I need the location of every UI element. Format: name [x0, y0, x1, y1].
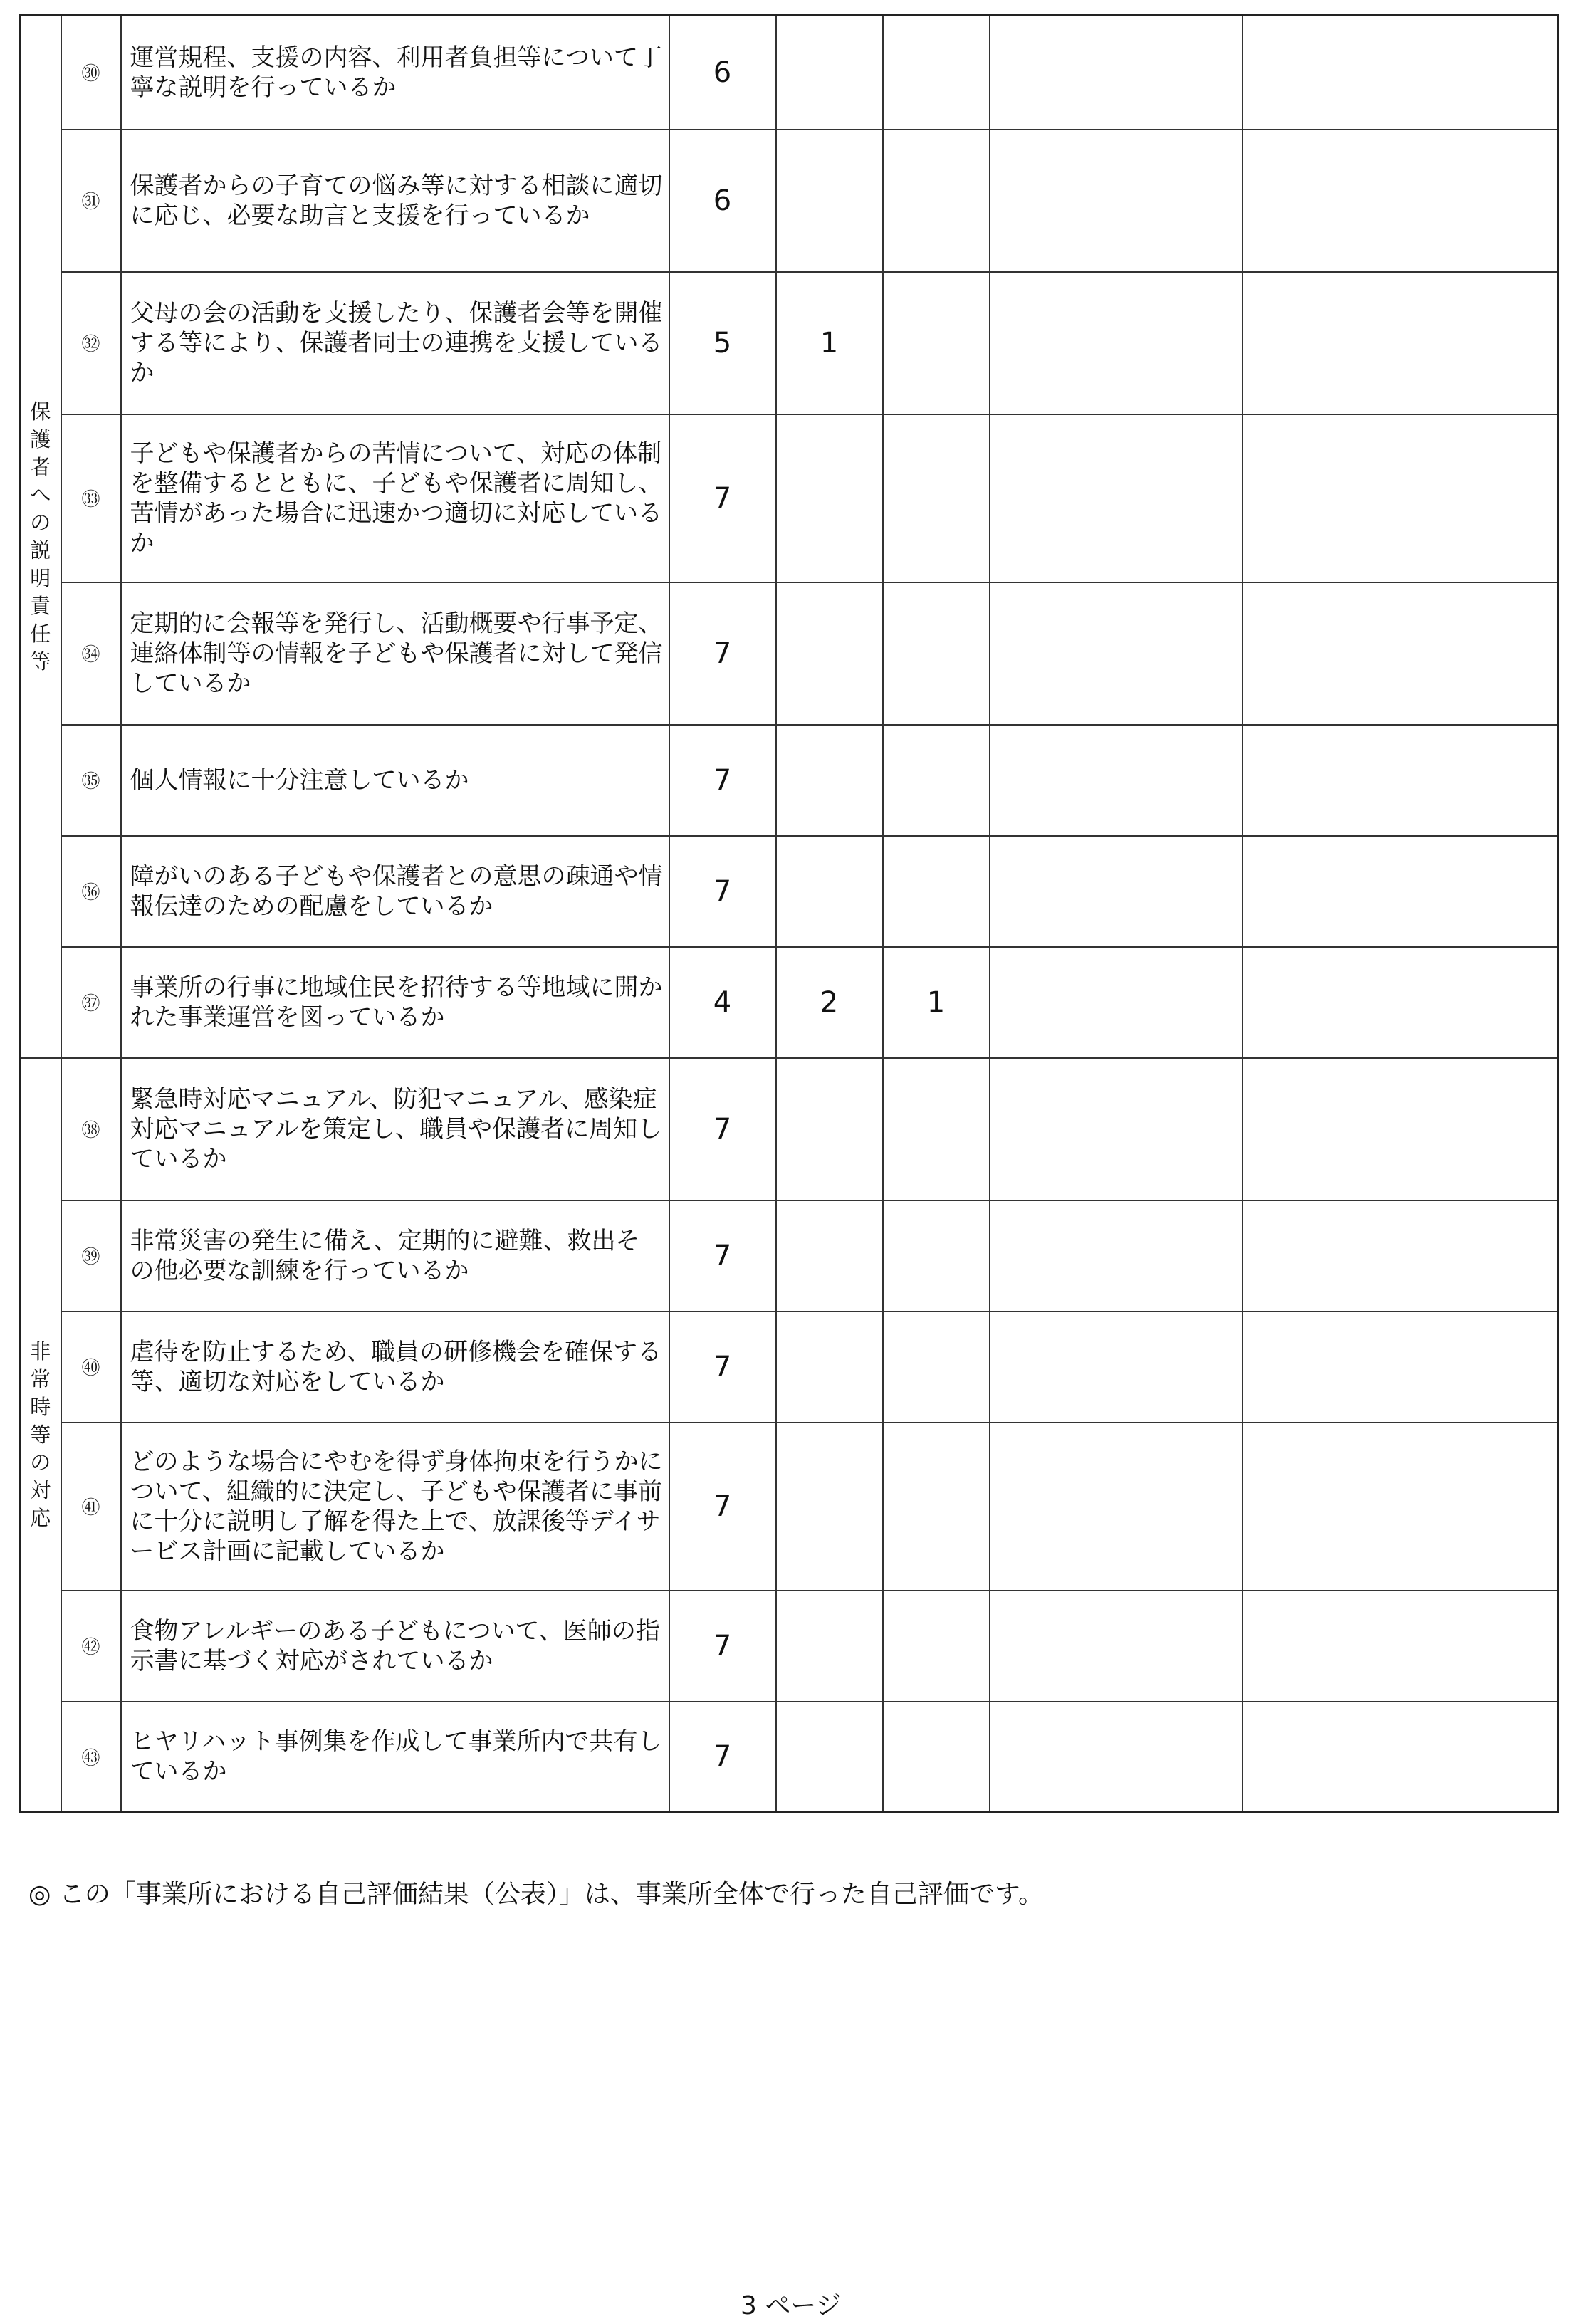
comment-cell	[1243, 130, 1559, 272]
item-text: 障がいのある子どもや保護者との意思の疎通や情報伝達のための配慮をしているか	[121, 836, 669, 947]
count-unknown	[990, 1312, 1243, 1423]
count-no	[883, 272, 990, 414]
table-row	[20, 725, 1559, 836]
count-unknown	[990, 414, 1243, 582]
count-unknown	[990, 947, 1243, 1058]
item-text: 父母の会の活動を支援したり、保護者会等を開催する等により、保護者同士の連携を支援しているか	[121, 272, 669, 414]
item-text: 定期的に会報等を発行し、活動概要や行事予定、連絡体制等の情報を子どもや保護者に対して発信しているか	[121, 582, 669, 725]
count-yes: 5	[669, 272, 776, 414]
item-text: 食物アレルギーのある子どもについて、医師の指示書に基づく対応がされているか	[121, 1591, 669, 1702]
count-unknown	[990, 1702, 1243, 1813]
table-row	[20, 582, 1559, 725]
count-unknown	[990, 582, 1243, 725]
count-partial	[776, 836, 883, 947]
table-row	[20, 1312, 1559, 1423]
count-unknown	[990, 836, 1243, 947]
comment-cell	[1243, 1702, 1559, 1813]
item-text: 保護者からの子育ての悩み等に対する相談に適切に応じ、必要な助言と支援を行っているか	[121, 130, 669, 272]
count-no	[883, 582, 990, 725]
evaluation-table	[19, 14, 1559, 1813]
comment-cell	[1243, 582, 1559, 725]
item-number: ㉛	[61, 130, 121, 272]
category-label: 保護者への説明責任等	[30, 399, 51, 674]
item-number: ㉝	[61, 414, 121, 582]
count-no: 1	[883, 947, 990, 1058]
category-cell	[20, 1058, 61, 1813]
count-yes: 6	[669, 130, 776, 272]
item-number: ㉚	[61, 16, 121, 130]
comment-cell	[1243, 1591, 1559, 1702]
count-partial: 2	[776, 947, 883, 1058]
item-number: ㉟	[61, 725, 121, 836]
count-unknown	[990, 1423, 1243, 1591]
count-partial: 1	[776, 272, 883, 414]
count-no	[883, 414, 990, 582]
count-no	[883, 836, 990, 947]
count-no	[883, 1423, 990, 1591]
count-yes: 4	[669, 947, 776, 1058]
item-text: 個人情報に十分注意しているか	[121, 725, 669, 836]
comment-cell	[1243, 1423, 1559, 1591]
count-no	[883, 1702, 990, 1813]
item-number: ㊷	[61, 1591, 121, 1702]
count-yes: 7	[669, 836, 776, 947]
count-unknown	[990, 1591, 1243, 1702]
count-unknown	[990, 130, 1243, 272]
table-row	[20, 130, 1559, 272]
comment-cell	[1243, 947, 1559, 1058]
table-row	[20, 1591, 1559, 1702]
item-text: 子どもや保護者からの苦情について、対応の体制を整備するとともに、子どもや保護者に周知し、苦情があった場合に迅速かつ適切に対応しているか	[121, 414, 669, 582]
comment-cell	[1243, 836, 1559, 947]
table-row	[20, 836, 1559, 947]
item-text: ヒヤリハット事例集を作成して事業所内で共有しているか	[121, 1702, 669, 1813]
count-no	[883, 1200, 990, 1312]
count-no	[883, 1312, 990, 1423]
count-no	[883, 130, 990, 272]
item-number: ㊲	[61, 947, 121, 1058]
count-partial	[776, 1312, 883, 1423]
count-yes: 7	[669, 1058, 776, 1200]
count-partial	[776, 1702, 883, 1813]
item-number: ㊶	[61, 1423, 121, 1591]
item-text: 非常災害の発生に備え、定期的に避難、救出その他必要な訓練を行っているか	[121, 1200, 669, 1312]
count-no	[883, 725, 990, 836]
comment-cell	[1243, 272, 1559, 414]
category-label: 非常時等の対応	[30, 1339, 51, 1530]
table-row	[20, 947, 1559, 1058]
comment-cell	[1243, 1312, 1559, 1423]
item-number: ㉜	[61, 272, 121, 414]
count-yes: 7	[669, 1423, 776, 1591]
footer-note: ◎ この「事業所における自己評価結果（公表）」は、事業所全体で行った自己評価です。	[28, 1880, 1044, 1909]
item-number: ㊸	[61, 1702, 121, 1813]
table-row	[20, 1423, 1559, 1591]
comment-cell	[1243, 16, 1559, 130]
count-unknown	[990, 272, 1243, 414]
item-text: 虐待を防止するため、職員の研修機会を確保する等、適切な対応をしているか	[121, 1312, 669, 1423]
count-unknown	[990, 725, 1243, 836]
page-number: 3 ページ	[741, 2291, 842, 2320]
count-partial	[776, 1200, 883, 1312]
count-partial	[776, 16, 883, 130]
table-row	[20, 272, 1559, 414]
count-no	[883, 16, 990, 130]
count-partial	[776, 1423, 883, 1591]
count-partial	[776, 725, 883, 836]
count-partial	[776, 414, 883, 582]
count-yes: 7	[669, 1200, 776, 1312]
count-partial	[776, 130, 883, 272]
count-yes: 7	[669, 1591, 776, 1702]
count-yes: 7	[669, 582, 776, 725]
count-yes: 7	[669, 1702, 776, 1813]
comment-cell	[1243, 1058, 1559, 1200]
evaluation-table-body	[20, 16, 1559, 1813]
count-yes: 7	[669, 414, 776, 582]
comment-cell	[1243, 725, 1559, 836]
table-row	[20, 414, 1559, 582]
count-partial	[776, 582, 883, 725]
item-text: どのような場合にやむを得ず身体拘束を行うかについて、組織的に決定し、子どもや保護者に事前に十分に説明し了解を得た上で、放課後等デイサービス計画に記載しているか	[121, 1423, 669, 1591]
category-cell	[20, 16, 61, 1058]
item-text: 運営規程、支援の内容、利用者負担等について丁寧な説明を行っているか	[121, 16, 669, 130]
count-yes: 7	[669, 725, 776, 836]
item-number: ㊱	[61, 836, 121, 947]
count-no	[883, 1058, 990, 1200]
item-number: ㊳	[61, 1058, 121, 1200]
count-no	[883, 1591, 990, 1702]
item-number: ㉞	[61, 582, 121, 725]
table-row	[20, 1702, 1559, 1813]
item-number: ㊵	[61, 1312, 121, 1423]
item-text: 事業所の行事に地域住民を招待する等地域に開かれた事業運営を図っているか	[121, 947, 669, 1058]
table-row	[20, 1200, 1559, 1312]
table-row	[20, 1058, 1559, 1200]
count-unknown	[990, 1200, 1243, 1312]
count-yes: 7	[669, 1312, 776, 1423]
count-unknown	[990, 16, 1243, 130]
item-text: 緊急時対応マニュアル、防犯マニュアル、感染症対応マニュアルを策定し、職員や保護者に周知しているか	[121, 1058, 669, 1200]
comment-cell	[1243, 414, 1559, 582]
comment-cell	[1243, 1200, 1559, 1312]
table-row	[20, 16, 1559, 130]
count-partial	[776, 1591, 883, 1702]
count-yes: 6	[669, 16, 776, 130]
item-number: ㊴	[61, 1200, 121, 1312]
count-partial	[776, 1058, 883, 1200]
count-unknown	[990, 1058, 1243, 1200]
